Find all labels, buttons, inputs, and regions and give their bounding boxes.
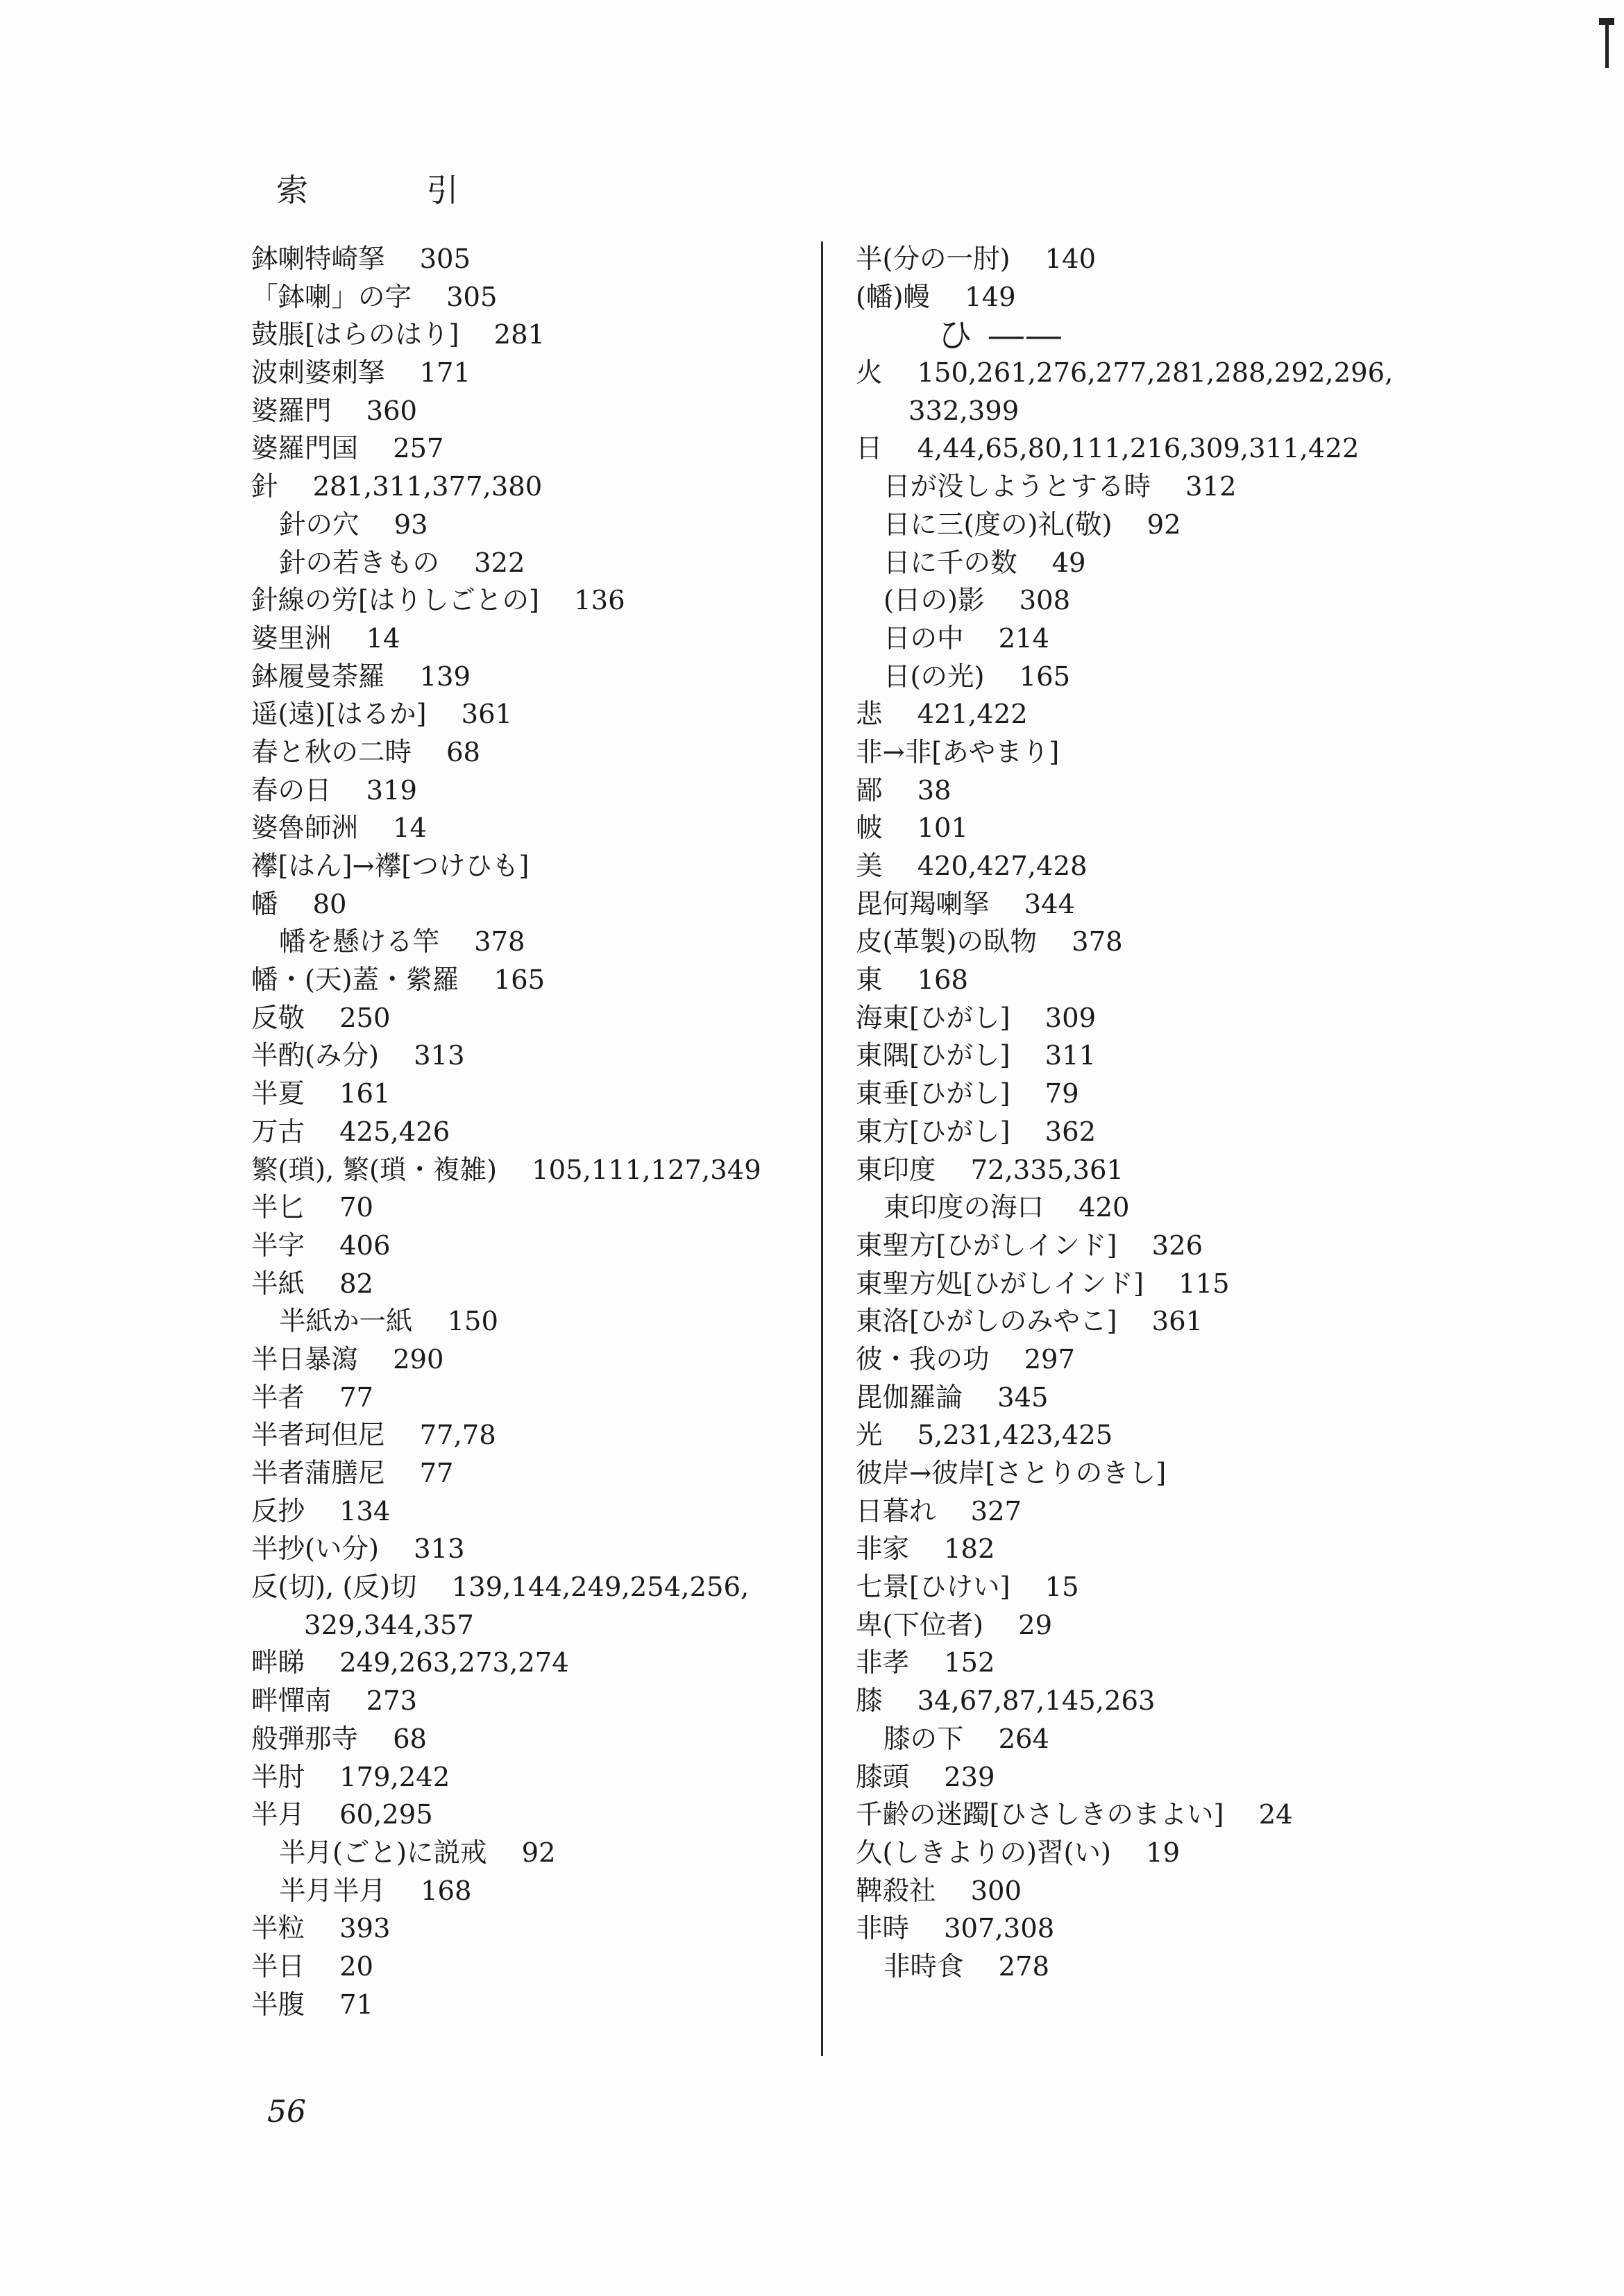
index-entry (856, 1835, 1480, 1873)
index-term: 非時 (856, 1913, 910, 1945)
index-term: 襻[はん]→襻[つけひも] (251, 851, 530, 882)
index-entry (856, 1455, 1480, 1493)
index-page-refs: 77,78 (419, 1420, 496, 1452)
kana-section-heading (856, 316, 1480, 355)
index-entry (856, 810, 1480, 848)
index-page-refs: 360 (366, 395, 418, 427)
index-term: (日の)影 (883, 585, 985, 617)
corner-crop-mark (1599, 18, 1614, 67)
index-page-refs: 319 (366, 774, 418, 806)
index-term: 針の若きもの (279, 547, 440, 579)
index-entry (251, 1152, 876, 1190)
index-page-refs: 327 (970, 1495, 1022, 1527)
index-entry (856, 1644, 1480, 1683)
index-entry (856, 1303, 1480, 1341)
index-term: 婆羅門国 (251, 433, 359, 465)
index-page-refs: 115 (1178, 1268, 1230, 1300)
index-page-refs: 344 (1024, 888, 1076, 920)
index-page-refs: 139 (419, 661, 471, 692)
index-page-refs: 281,311,377,380 (312, 471, 543, 503)
index-page-refs: 34,67,87,145,263 (917, 1685, 1156, 1717)
index-entry (251, 1493, 876, 1531)
index-page-refs: 68 (393, 1723, 428, 1755)
index-term: 鄙 (856, 774, 883, 806)
index-term: 万古 (251, 1116, 305, 1148)
index-entry (856, 1948, 1480, 1987)
index-entry (856, 1341, 1480, 1379)
index-page-refs: 313 (414, 1040, 465, 1072)
index-term: 針線の労[はりしごとの] (251, 585, 540, 617)
index-entry (856, 430, 1480, 468)
index-entry (251, 279, 876, 317)
index-entry (856, 1569, 1480, 1607)
index-page-refs: 332,399 (908, 395, 1020, 427)
index-term: 半粒 (251, 1913, 305, 1945)
index-term: 幡・(天)蓋・縈羅 (251, 964, 459, 996)
index-page-refs: 264 (998, 1723, 1050, 1755)
index-entry (251, 1227, 876, 1266)
index-term: 鉢喇特崎拏 (251, 244, 385, 275)
index-page-refs: 68 (446, 736, 481, 768)
index-page-refs: 239 (944, 1761, 995, 1793)
index-page-refs: 19 (1146, 1837, 1181, 1869)
index-entry (856, 1379, 1480, 1418)
index-page-refs: 171 (419, 357, 471, 389)
index-term: 「鉢喇」の字 (251, 281, 412, 313)
index-page-refs: 24 (1258, 1799, 1293, 1831)
index-page-refs: 168 (917, 964, 969, 996)
index-entry (251, 772, 876, 810)
index-page-refs: 322 (474, 547, 525, 579)
index-page-refs: 308 (1019, 585, 1071, 617)
index-entry (856, 1607, 1480, 1645)
index-page-refs: 425,426 (339, 1116, 450, 1148)
index-entry (251, 1683, 876, 1721)
index-term: 日に三(度の)礼(敬) (883, 509, 1113, 541)
index-term: 半者 (251, 1381, 305, 1413)
index-entry (856, 734, 1480, 772)
index-page-refs: 297 (1024, 1343, 1076, 1375)
index-term: 千齢の迷躅[ひさしきのまよい] (856, 1799, 1224, 1831)
index-term: 毘伽羅論 (856, 1381, 963, 1413)
index-page-refs: 93 (394, 509, 428, 541)
index-entry (251, 810, 876, 848)
index-term: 東垂[ひがし] (856, 1078, 1010, 1110)
index-term: 畔睇 (251, 1647, 305, 1679)
index-term: 半者蒲膳尼 (251, 1458, 385, 1489)
index-entry (251, 1759, 876, 1797)
index-entry (856, 658, 1480, 697)
index-page-refs: 70 (339, 1192, 374, 1224)
index-entry (856, 1227, 1480, 1266)
index-entry (856, 241, 1480, 279)
index-term: 反抄 (251, 1495, 305, 1527)
index-page-refs: 329,344,357 (304, 1609, 474, 1641)
index-entry (251, 1910, 876, 1948)
index-entry (856, 962, 1480, 1000)
index-page-refs: 273 (366, 1685, 418, 1717)
index-term: 非家 (856, 1533, 910, 1565)
index-term: 半匕 (251, 1192, 305, 1224)
index-page-refs: 136 (574, 585, 625, 617)
index-entry (856, 545, 1480, 583)
index-entry (856, 696, 1480, 734)
index-page-refs: 161 (339, 1078, 391, 1110)
index-entry (856, 507, 1480, 545)
index-page-refs: 307,308 (944, 1913, 1055, 1945)
index-entry (856, 1493, 1480, 1531)
index-page-refs: 4,44,65,80,111,216,309,311,422 (917, 433, 1360, 465)
index-term: 海東[ひがし] (856, 1002, 1010, 1034)
index-term: 幡 (251, 888, 278, 920)
index-term: 半日 (251, 1950, 305, 1982)
index-term: 鼓脹[はらのはり] (251, 319, 459, 351)
index-entry (251, 848, 876, 886)
index-column-right (856, 241, 1480, 1987)
index-entry (251, 1075, 876, 1114)
index-entry (856, 1796, 1480, 1835)
index-page-refs: 150 (447, 1306, 499, 1338)
index-entry (856, 772, 1480, 810)
index-page-refs: 378 (474, 926, 525, 958)
index-entry (251, 1114, 876, 1152)
index-page-refs: 214 (998, 622, 1050, 654)
index-term: 半抄(い分) (251, 1533, 380, 1565)
index-term: 般弾那寺 (251, 1723, 359, 1755)
index-page-refs: 105,111,127,349 (532, 1154, 761, 1186)
index-page-refs: 326 (1151, 1230, 1203, 1261)
index-page-refs: 309 (1044, 1002, 1097, 1034)
index-entry (251, 1948, 876, 1987)
index-entry (251, 582, 876, 620)
index-page-refs: 150,261,276,277,281,288,292,296, (917, 357, 1394, 389)
index-page-refs: 38 (917, 774, 951, 806)
index-term: 非→非[あやまり] (856, 736, 1060, 768)
index-entry (251, 1303, 876, 1341)
index-term: 半日暴瀉 (251, 1343, 359, 1375)
index-entry (251, 734, 876, 772)
index-page-refs: 139,144,249,254,256, (451, 1572, 750, 1604)
index-term: 反敬 (251, 1002, 305, 1034)
index-page-refs: 378 (1072, 926, 1123, 958)
index-term: 東 (856, 964, 883, 996)
column-divider (821, 241, 823, 2056)
index-page-refs: 168 (421, 1875, 472, 1907)
index-page-refs: 80 (312, 888, 347, 920)
index-entry (856, 279, 1480, 317)
index-term: 日暮れ (856, 1495, 936, 1527)
index-page-refs: 165 (1019, 661, 1071, 692)
index-page-refs: 79 (1044, 1078, 1079, 1110)
index-entry (856, 620, 1480, 658)
index-entry (251, 545, 876, 583)
index-page-refs: 305 (446, 281, 498, 313)
index-entry (251, 393, 876, 431)
index-page-refs: 92 (1147, 509, 1181, 541)
index-term: 皮(革製)の臥物 (856, 926, 1038, 958)
index-term: 彼岸→彼岸[さとりのきし] (856, 1458, 1167, 1489)
index-term: 半字 (251, 1230, 305, 1261)
index-entry (251, 924, 876, 962)
index-entry (251, 1379, 876, 1418)
index-page-refs: 278 (998, 1950, 1050, 1982)
index-term: 卑(下位者) (856, 1609, 984, 1641)
index-term: 日の中 (883, 622, 964, 654)
index-entry (251, 468, 876, 507)
index-term: 毘何羯喇拏 (856, 888, 990, 920)
page-number: 56 (267, 2094, 306, 2129)
index-page-refs: 362 (1044, 1116, 1097, 1148)
index-term: 半腹 (251, 1989, 305, 2021)
index-term: 日が没しようとする時 (883, 471, 1151, 503)
index-entry (856, 1910, 1480, 1948)
index-term: 半月(ごと)に説戒 (279, 1837, 487, 1869)
index-column-left (251, 241, 876, 2024)
index-term: 帔 (856, 813, 883, 844)
index-entry (251, 430, 876, 468)
index-page-refs: 71 (339, 1989, 374, 2021)
index-entry (856, 924, 1480, 962)
index-page-refs: 49 (1051, 547, 1086, 579)
index-term: 日に千の数 (883, 547, 1017, 579)
index-term: 畔憚南 (251, 1685, 332, 1717)
index-term: 彼・我の功 (856, 1343, 990, 1375)
index-page-refs: 29 (1018, 1609, 1053, 1641)
index-entry (856, 1037, 1480, 1075)
index-entry (856, 1189, 1480, 1227)
index-page-refs: 290 (393, 1343, 444, 1375)
index-page-refs: 312 (1185, 471, 1237, 503)
index-entry (856, 848, 1480, 886)
index-entry (251, 241, 876, 279)
index-page-refs: 182 (944, 1533, 995, 1565)
index-entry (856, 355, 1480, 393)
index-page-refs: 257 (393, 433, 444, 465)
index-term: 反(切), (反)切 (251, 1572, 417, 1604)
index-page-refs: 14 (366, 622, 400, 654)
index-entry (856, 1000, 1480, 1038)
index-term: 幡を懸ける竿 (279, 926, 440, 958)
index-term: 非孝 (856, 1647, 910, 1679)
index-page-refs: 393 (339, 1913, 391, 1945)
index-term: ひ ―― (938, 315, 1064, 356)
index-term: 東聖方[ひがしインド] (856, 1230, 1117, 1261)
index-entry (251, 620, 876, 658)
index-page-refs: 313 (414, 1533, 465, 1565)
index-term: 繁(瑣), 繁(瑣・複雑) (251, 1154, 498, 1186)
index-term: 日(の光) (883, 661, 985, 692)
index-term: 婆魯師洲 (251, 813, 359, 844)
index-term: 波刺婆刺拏 (251, 357, 385, 389)
index-term: 久(しきよりの)習(い) (856, 1837, 1112, 1869)
index-page-refs: 281 (493, 319, 545, 351)
index-term: 春と秋の二時 (251, 736, 412, 768)
index-entry (856, 1152, 1480, 1190)
index-entry (251, 1835, 876, 1873)
index-entry (251, 1266, 876, 1304)
index-entry (856, 1075, 1480, 1114)
index-page-refs: 311 (1044, 1040, 1097, 1072)
index-page-refs: 72,335,361 (970, 1154, 1124, 1186)
index-term: 東隅[ひがし] (856, 1040, 1010, 1072)
index-term: 半月 (251, 1799, 305, 1831)
index-page-refs: 149 (965, 281, 1016, 313)
index-term: 半夏 (251, 1078, 305, 1110)
index-page-refs: 406 (339, 1230, 391, 1261)
index-term: 針 (251, 471, 278, 503)
index-page-refs: 82 (339, 1268, 374, 1300)
index-page-refs: 20 (339, 1950, 374, 1982)
index-term: 東聖方処[ひがしインド] (856, 1268, 1144, 1300)
index-term: 半者珂但尼 (251, 1420, 385, 1452)
index-term: 針の穴 (279, 509, 360, 541)
index-page-refs: 165 (493, 964, 545, 996)
index-page-refs: 77 (339, 1381, 374, 1413)
index-term: 半酌(み分) (251, 1040, 380, 1072)
index-term: 半(分の一肘) (856, 244, 1010, 275)
index-entry (856, 468, 1480, 507)
index-term: 鞞殺社 (856, 1875, 936, 1907)
index-page-refs: 77 (419, 1458, 454, 1489)
index-page-refs: 15 (1044, 1572, 1079, 1604)
index-term: 七景[ひけい] (856, 1572, 1010, 1604)
index-term: 東印度 (856, 1154, 936, 1186)
index-entry (251, 886, 876, 924)
index-entry (856, 1266, 1480, 1304)
index-entry (856, 1417, 1480, 1455)
index-page-refs: 300 (970, 1875, 1022, 1907)
index-entry (251, 1455, 876, 1493)
index-page-refs: 92 (521, 1837, 556, 1869)
index-page-refs: 60,295 (339, 1799, 433, 1831)
index-term: 半紙 (251, 1268, 305, 1300)
index-entry (251, 1000, 876, 1038)
index-term: 鉢履曼荼羅 (251, 661, 385, 692)
index-term: 膝 (856, 1685, 883, 1717)
index-entry (251, 1607, 876, 1645)
index-entry (251, 962, 876, 1000)
index-entry (251, 696, 876, 734)
index-entry (251, 1341, 876, 1379)
index-page-refs: 134 (339, 1495, 391, 1527)
index-entry (251, 1037, 876, 1075)
index-page-refs: 250 (339, 1002, 391, 1034)
index-entry (251, 316, 876, 355)
index-term: 東方[ひがし] (856, 1116, 1010, 1148)
index-term: 悲 (856, 699, 883, 731)
index-entry (251, 1796, 876, 1835)
index-page-refs: 101 (917, 813, 969, 844)
index-entry (856, 582, 1480, 620)
index-term: 膝頭 (856, 1761, 910, 1793)
index-page-refs: 421,422 (917, 699, 1028, 731)
index-entry (251, 1417, 876, 1455)
index-term: 婆里洲 (251, 622, 332, 654)
index-page-refs: 345 (997, 1381, 1049, 1413)
index-term: 東印度の海口 (883, 1192, 1044, 1224)
index-entry (251, 1721, 876, 1759)
index-term: 膝の下 (883, 1723, 964, 1755)
page-header: 索 引 (276, 171, 513, 209)
index-term: (幡)幔 (856, 281, 931, 313)
index-entry (251, 1189, 876, 1227)
index-entry (251, 1987, 876, 2025)
index-page-refs: 249,263,273,274 (339, 1647, 569, 1679)
index-page-refs: 305 (419, 244, 471, 275)
index-entry (856, 886, 1480, 924)
index-term: 春の日 (251, 774, 332, 806)
index-page-refs: 140 (1044, 244, 1097, 275)
index-term: 美 (856, 851, 883, 882)
index-term: 非時食 (883, 1950, 964, 1982)
index-term: 日 (856, 433, 883, 465)
index-page-refs: 420 (1079, 1192, 1130, 1224)
index-term: 半紙か一紙 (279, 1306, 413, 1338)
index-entry (856, 1114, 1480, 1152)
index-page-refs: 361 (461, 699, 513, 731)
index-page-refs: 179,242 (339, 1761, 450, 1793)
index-term: 東洛[ひがしのみやこ] (856, 1306, 1117, 1338)
index-entry (251, 658, 876, 697)
index-entry (251, 1644, 876, 1683)
index-term: 半肘 (251, 1761, 305, 1793)
index-entry (251, 1531, 876, 1569)
index-page-refs: 361 (1151, 1306, 1203, 1338)
index-page-refs: 420,427,428 (917, 851, 1088, 882)
index-entry (251, 1873, 876, 1911)
index-entry (251, 507, 876, 545)
index-entry (856, 1759, 1480, 1797)
index-page-refs: 14 (393, 813, 428, 844)
index-term: 光 (856, 1420, 883, 1452)
index-entry (856, 393, 1480, 431)
index-page-refs: 5,231,423,425 (917, 1420, 1113, 1452)
index-term: 婆羅門 (251, 395, 332, 427)
index-entry (251, 1569, 876, 1607)
index-term: 半月半月 (279, 1875, 387, 1907)
index-term: 遥(遠)[はるか] (251, 699, 427, 731)
index-term: 火 (856, 357, 883, 389)
index-page-refs: 152 (944, 1647, 995, 1679)
index-entry (856, 1531, 1480, 1569)
index-entry (251, 355, 876, 393)
index-entry (856, 1721, 1480, 1759)
index-entry (856, 1873, 1480, 1911)
index-entry (856, 1683, 1480, 1721)
